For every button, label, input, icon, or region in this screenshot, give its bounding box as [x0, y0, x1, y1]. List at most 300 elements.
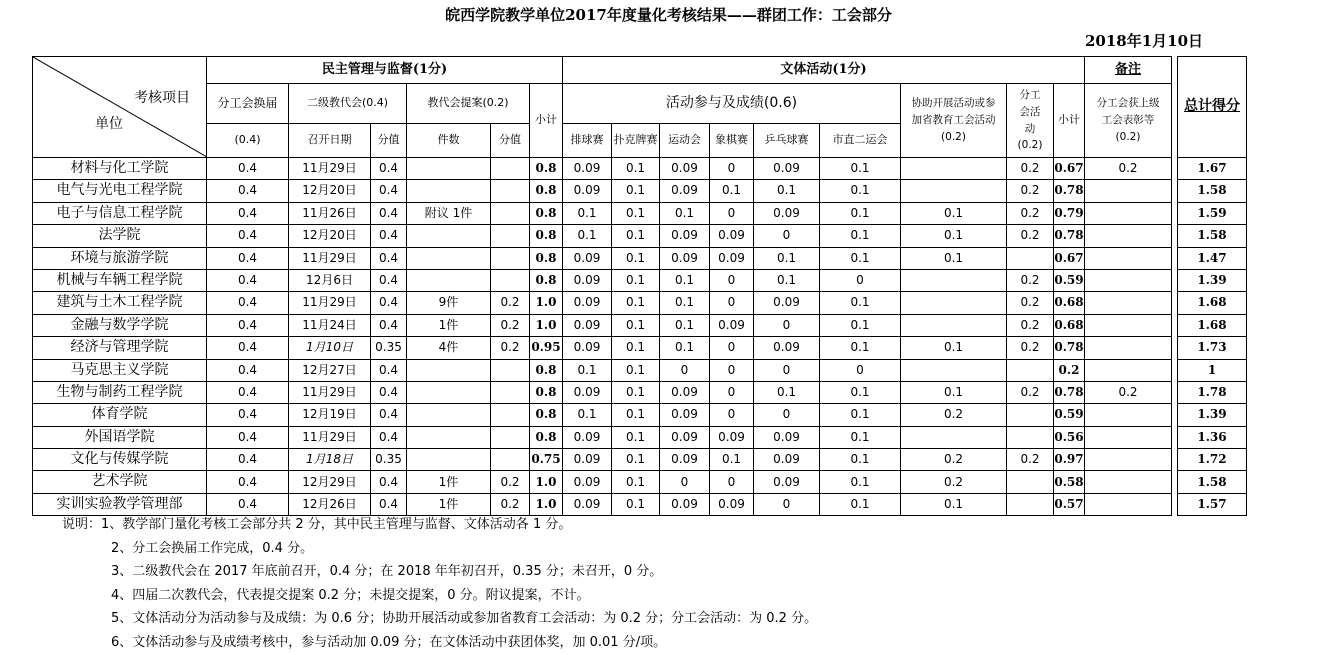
table-row	[33, 314, 1247, 336]
award-cell	[1085, 180, 1172, 202]
event-2-cell: 0.1	[612, 493, 660, 515]
event-6-cell: 0.1	[820, 426, 901, 448]
event-3-cell: 0.09	[660, 493, 710, 515]
unit-cell: 材料与化工学院	[33, 158, 207, 180]
event-6-cell: 0.1	[820, 404, 901, 426]
event-6-cell: 0.1	[820, 225, 901, 247]
event-2-cell: 0.1	[612, 381, 660, 403]
unit-cell: 艺术学院	[33, 471, 207, 493]
header-wenti: 文体活动(1分)	[563, 57, 1085, 84]
event-2-cell: 0.1	[612, 292, 660, 314]
proposal-count-cell	[407, 381, 491, 403]
note-line: 5、文体活动分为活动参与及成绩：为 0.6 分；协助开展活动或参加省教育工会活动：为 0.2 分；分工会活动：为 0.2 分。	[111, 611, 818, 627]
date-score-cell: 0.4	[371, 225, 407, 247]
event-5-cell: 0.09	[754, 471, 820, 493]
date-cell: 12月27日	[289, 359, 371, 381]
date-score-cell: 0.4	[371, 158, 407, 180]
event-5-cell: 0.09	[754, 337, 820, 359]
event-5-cell: 0.1	[754, 180, 820, 202]
branch-activity-cell: 0.2	[1007, 158, 1054, 180]
subtotal-1-cell: 0.8	[530, 404, 563, 426]
subtotal-1-cell: 0.8	[530, 426, 563, 448]
subtotal-2-cell: 0.56	[1054, 426, 1085, 448]
award-cell	[1085, 493, 1172, 515]
event-3-cell: 0.09	[660, 180, 710, 202]
event-2-cell: 0.1	[612, 225, 660, 247]
event-6-cell: 0.1	[820, 449, 901, 471]
proposal-count-cell	[407, 359, 491, 381]
event-4-cell: 0	[710, 158, 754, 180]
subtotal-1-cell: 1.0	[530, 493, 563, 515]
date-cell: 11月29日	[289, 158, 371, 180]
proposal-count-cell	[407, 180, 491, 202]
branch-activity-cell	[1007, 247, 1054, 269]
date-cell: 12月20日	[289, 180, 371, 202]
total-score-cell: 1.58	[1178, 180, 1247, 202]
subtotal-2-cell: 0.67	[1054, 158, 1085, 180]
proposal-count-cell	[407, 269, 491, 291]
event-5-cell: 0	[754, 225, 820, 247]
header-canyu: 活动参与及成绩(0.6)	[563, 84, 901, 124]
event-1-cell: 0.1	[563, 202, 612, 224]
total-score-cell: 1	[1178, 359, 1247, 381]
date-score-cell: 0.4	[371, 381, 407, 403]
event-4-cell: 0.1	[710, 180, 754, 202]
date-score-cell: 0.4	[371, 471, 407, 493]
branch-activity-cell	[1007, 359, 1054, 381]
proposal-score-cell	[491, 359, 530, 381]
proposal-score-cell: 0.2	[491, 314, 530, 336]
proposal-count-cell: 1件	[407, 314, 491, 336]
event-2-cell: 0.1	[612, 269, 660, 291]
proposal-count-cell: 附议 1件	[407, 202, 491, 224]
unit-cell: 体育学院	[33, 404, 207, 426]
proposal-count-cell	[407, 426, 491, 448]
huanjie-cell: 0.4	[207, 158, 289, 180]
header-event-4: 象棋赛	[710, 124, 754, 158]
header-corner	[33, 57, 207, 158]
total-score-cell: 1.58	[1178, 471, 1247, 493]
report-date: 2018年1月10日	[1085, 32, 1204, 50]
total-score-cell: 1.68	[1178, 314, 1247, 336]
event-2-cell: 0.1	[612, 404, 660, 426]
branch-activity-cell: 0.2	[1007, 337, 1054, 359]
event-4-cell: 0	[710, 337, 754, 359]
header-fengonghui: 分工会活动(0.2)	[1007, 84, 1054, 158]
event-1-cell: 0.09	[563, 493, 612, 515]
proposal-score-cell	[491, 158, 530, 180]
subtotal-1-cell: 0.8	[530, 269, 563, 291]
proposal-score-cell	[491, 247, 530, 269]
proposal-score-cell	[491, 180, 530, 202]
header-erji: 二级教代会(0.4)	[289, 84, 407, 124]
event-1-cell: 0.1	[563, 225, 612, 247]
branch-activity-cell: 0.2	[1007, 269, 1054, 291]
event-4-cell: 0.09	[710, 426, 754, 448]
date-score-cell: 0.4	[371, 314, 407, 336]
event-2-cell: 0.1	[612, 202, 660, 224]
huanjie-cell: 0.4	[207, 314, 289, 336]
header-event-2: 扑克牌赛	[612, 124, 660, 158]
assist-cell	[901, 180, 1007, 202]
assist-cell: 0.1	[901, 381, 1007, 403]
event-2-cell: 0.1	[612, 359, 660, 381]
subtotal-2-cell: 0.58	[1054, 471, 1085, 493]
event-1-cell: 0.09	[563, 471, 612, 493]
note-line: 2、分工会换届工作完成，0.4 分。	[111, 540, 314, 556]
event-2-cell: 0.1	[612, 314, 660, 336]
date-score-cell: 0.4	[371, 180, 407, 202]
proposal-score-cell	[491, 269, 530, 291]
date-cell: 11月29日	[289, 426, 371, 448]
header-event-3: 运动会	[660, 124, 710, 158]
table-row	[33, 269, 1247, 291]
event-6-cell: 0.1	[820, 493, 901, 515]
date-score-cell: 0.35	[371, 337, 407, 359]
subtotal-1-cell: 1.0	[530, 292, 563, 314]
assist-cell	[901, 359, 1007, 381]
event-4-cell: 0	[710, 381, 754, 403]
subtotal-1-cell: 0.75	[530, 449, 563, 471]
event-2-cell: 0.1	[612, 449, 660, 471]
subtotal-1-cell: 0.8	[530, 247, 563, 269]
header-xiezhu: 协助开展活动或参加省教育工会活动(0.2)	[901, 84, 1007, 158]
event-1-cell: 0.09	[563, 449, 612, 471]
assist-cell: 0.1	[901, 225, 1007, 247]
event-6-cell: 0.1	[820, 381, 901, 403]
total-score-cell: 1.59	[1178, 202, 1247, 224]
branch-activity-cell	[1007, 404, 1054, 426]
event-1-cell: 0.1	[563, 359, 612, 381]
assist-cell	[901, 269, 1007, 291]
event-1-cell: 0.09	[563, 180, 612, 202]
event-6-cell: 0.1	[820, 337, 901, 359]
huanjie-cell: 0.4	[207, 292, 289, 314]
proposal-score-cell: 0.2	[491, 337, 530, 359]
date-cell: 12月6日	[289, 269, 371, 291]
event-6-cell: 0.1	[820, 471, 901, 493]
subtotal-2-cell: 0.2	[1054, 359, 1085, 381]
huanjie-cell: 0.4	[207, 337, 289, 359]
assist-cell	[901, 314, 1007, 336]
results-table	[32, 56, 1247, 516]
award-cell	[1085, 247, 1172, 269]
total-score-cell: 1.39	[1178, 269, 1247, 291]
date-cell: 11月24日	[289, 314, 371, 336]
event-6-cell: 0.1	[820, 158, 901, 180]
proposal-score-cell: 0.2	[491, 292, 530, 314]
award-cell	[1085, 359, 1172, 381]
date-cell: 12月19日	[289, 404, 371, 426]
date-score-cell: 0.4	[371, 404, 407, 426]
date-cell: 11月26日	[289, 202, 371, 224]
proposal-count-cell	[407, 449, 491, 471]
subtotal-2-cell: 0.67	[1054, 247, 1085, 269]
award-cell	[1085, 449, 1172, 471]
event-6-cell: 0.1	[820, 202, 901, 224]
award-cell	[1085, 225, 1172, 247]
branch-activity-cell	[1007, 426, 1054, 448]
subtotal-1-cell: 0.8	[530, 180, 563, 202]
event-1-cell: 0.09	[563, 314, 612, 336]
header-minzhu: 民主管理与监督(1分)	[207, 57, 563, 84]
subtotal-1-cell: 0.8	[530, 202, 563, 224]
event-5-cell: 0	[754, 404, 820, 426]
proposal-score-cell	[491, 225, 530, 247]
subtotal-1-cell: 0.8	[530, 359, 563, 381]
subtotal-2-cell: 0.59	[1054, 404, 1085, 426]
huanjie-cell: 0.4	[207, 426, 289, 448]
huanjie-cell: 0.4	[207, 493, 289, 515]
table-row	[33, 158, 1247, 180]
proposal-score-cell	[491, 449, 530, 471]
event-4-cell: 0.09	[710, 225, 754, 247]
date-score-cell: 0.4	[371, 292, 407, 314]
header-tian: 教代会提案(0.2)	[407, 84, 530, 124]
unit-cell: 实训实验教学管理部	[33, 493, 207, 515]
notes	[62, 513, 817, 655]
huanjie-cell: 0.4	[207, 269, 289, 291]
proposal-count-cell: 9件	[407, 292, 491, 314]
header-jianshu: 件数	[407, 124, 491, 158]
subtotal-2-cell: 0.78	[1054, 225, 1085, 247]
event-3-cell: 0.1	[660, 314, 710, 336]
corner-item-label: 考核项目	[134, 90, 190, 106]
header-beizhu-sub: 分工会获上级工会表彰等(0.2)	[1085, 84, 1172, 158]
event-3-cell: 0.09	[660, 404, 710, 426]
note-line: 说明：1、教学部门量化考核工会部分共 2 分，其中民主管理与监督、文体活动各 1 分。	[62, 517, 572, 532]
table-row	[33, 202, 1247, 224]
event-5-cell: 0.1	[754, 269, 820, 291]
event-1-cell: 0.09	[563, 269, 612, 291]
award-cell	[1085, 426, 1172, 448]
subtotal-1-cell: 0.95	[530, 337, 563, 359]
date-score-cell: 0.4	[371, 493, 407, 515]
subtotal-1-cell: 0.8	[530, 225, 563, 247]
proposal-count-cell: 1件	[407, 493, 491, 515]
event-4-cell: 0	[710, 471, 754, 493]
unit-cell: 电子与信息工程学院	[33, 202, 207, 224]
event-4-cell: 0.09	[710, 493, 754, 515]
event-4-cell: 0	[710, 269, 754, 291]
subtotal-2-cell: 0.78	[1054, 337, 1085, 359]
subtotal-2-cell: 0.79	[1054, 202, 1085, 224]
event-3-cell: 0.1	[660, 202, 710, 224]
header-date-col: 召开日期	[289, 124, 371, 158]
date-cell: 12月29日	[289, 471, 371, 493]
header-xiaoji-2: 小计	[1054, 84, 1085, 158]
event-5-cell: 0.09	[754, 449, 820, 471]
branch-activity-cell	[1007, 471, 1054, 493]
event-3-cell: 0.09	[660, 449, 710, 471]
event-2-cell: 0.1	[612, 180, 660, 202]
event-1-cell: 0.09	[563, 158, 612, 180]
event-3-cell: 0.1	[660, 269, 710, 291]
subtotal-2-cell: 0.78	[1054, 180, 1085, 202]
subtotal-2-cell: 0.57	[1054, 493, 1085, 515]
date-cell: 1月10日	[289, 337, 371, 359]
huanjie-cell: 0.4	[207, 247, 289, 269]
proposal-count-cell	[407, 404, 491, 426]
table-row	[33, 381, 1247, 403]
date-cell: 1月18日	[289, 449, 371, 471]
table-row	[33, 404, 1247, 426]
award-cell	[1085, 337, 1172, 359]
date-cell: 12月26日	[289, 493, 371, 515]
event-4-cell: 0.09	[710, 247, 754, 269]
proposal-score-cell: 0.2	[491, 493, 530, 515]
event-4-cell: 0.09	[710, 314, 754, 336]
event-2-cell: 0.1	[612, 158, 660, 180]
event-6-cell: 0	[820, 359, 901, 381]
assist-cell	[901, 292, 1007, 314]
date-score-cell: 0.4	[371, 247, 407, 269]
table-row	[33, 180, 1247, 202]
huanjie-cell: 0.4	[207, 180, 289, 202]
event-4-cell: 0.1	[710, 449, 754, 471]
note-line: 3、二级教代会在 2017 年底前召开，0.4 分；在 2018 年年初召开，0.35 分；未召开，0 分。	[111, 564, 663, 580]
event-5-cell: 0.09	[754, 202, 820, 224]
event-3-cell: 0.09	[660, 225, 710, 247]
branch-activity-cell: 0.2	[1007, 225, 1054, 247]
header-fenzhi-1: 分值	[371, 124, 407, 158]
total-score-cell: 1.58	[1178, 225, 1247, 247]
award-cell	[1085, 314, 1172, 336]
award-cell: 0.2	[1085, 158, 1172, 180]
header-fenzhi-2: 分值	[491, 124, 530, 158]
subtotal-2-cell: 0.97	[1054, 449, 1085, 471]
proposal-score-cell	[491, 404, 530, 426]
proposal-count-cell	[407, 247, 491, 269]
proposal-count-cell: 1件	[407, 471, 491, 493]
event-3-cell: 0	[660, 471, 710, 493]
event-1-cell: 0.09	[563, 292, 612, 314]
assist-cell: 0.1	[901, 247, 1007, 269]
award-cell	[1085, 202, 1172, 224]
event-1-cell: 0.1	[563, 404, 612, 426]
assist-cell: 0.1	[901, 493, 1007, 515]
date-score-cell: 0.4	[371, 269, 407, 291]
subtotal-2-cell: 0.68	[1054, 292, 1085, 314]
event-4-cell: 0	[710, 202, 754, 224]
corner-diagonal	[33, 57, 207, 157]
date-score-cell: 0.4	[371, 426, 407, 448]
award-cell	[1085, 404, 1172, 426]
branch-activity-cell: 0.2	[1007, 202, 1054, 224]
subtotal-1-cell: 1.0	[530, 314, 563, 336]
award-cell	[1085, 471, 1172, 493]
event-2-cell: 0.1	[612, 247, 660, 269]
branch-activity-cell: 0.2	[1007, 314, 1054, 336]
event-3-cell: 0.09	[660, 426, 710, 448]
event-5-cell: 0.1	[754, 381, 820, 403]
date-cell: 11月29日	[289, 381, 371, 403]
event-4-cell: 0	[710, 404, 754, 426]
event-6-cell: 0.1	[820, 180, 901, 202]
huanjie-cell: 0.4	[207, 471, 289, 493]
subtotal-1-cell: 0.8	[530, 381, 563, 403]
proposal-count-cell	[407, 225, 491, 247]
event-1-cell: 0.09	[563, 337, 612, 359]
proposal-score-cell	[491, 381, 530, 403]
unit-cell: 金融与数学学院	[33, 314, 207, 336]
header-event-1: 排球赛	[563, 124, 612, 158]
unit-cell: 建筑与土木工程学院	[33, 292, 207, 314]
header-xiaoji-1: 小计	[530, 84, 563, 158]
award-cell	[1085, 269, 1172, 291]
total-score-cell: 1.73	[1178, 337, 1247, 359]
table-row	[33, 449, 1247, 471]
subtotal-2-cell: 0.78	[1054, 381, 1085, 403]
subtotal-2-cell: 0.59	[1054, 269, 1085, 291]
table-row	[33, 292, 1247, 314]
total-score-cell: 1.39	[1178, 404, 1247, 426]
table-row	[33, 225, 1247, 247]
date-score-cell: 0.35	[371, 449, 407, 471]
assist-cell: 0.2	[901, 449, 1007, 471]
branch-activity-cell: 0.2	[1007, 292, 1054, 314]
proposal-count-cell: 4件	[407, 337, 491, 359]
event-2-cell: 0.1	[612, 471, 660, 493]
branch-activity-cell: 0.2	[1007, 449, 1054, 471]
unit-cell: 电气与光电工程学院	[33, 180, 207, 202]
note-line: 6、文体活动参与及成绩考核中，参与活动加 0.09 分；在文体活动中获团体奖，加 0.01 分/项。	[111, 634, 667, 650]
branch-activity-cell: 0.2	[1007, 180, 1054, 202]
huanjie-cell: 0.4	[207, 449, 289, 471]
total-score-cell: 1.72	[1178, 449, 1247, 471]
proposal-score-cell	[491, 426, 530, 448]
event-4-cell: 0	[710, 359, 754, 381]
unit-cell: 生物与制药工程学院	[33, 381, 207, 403]
subtotal-2-cell: 0.68	[1054, 314, 1085, 336]
subtotal-1-cell: 0.8	[530, 158, 563, 180]
award-cell	[1085, 292, 1172, 314]
page-title: 皖西学院教学单位2017年度量化考核结果——群团工作：工会部分	[445, 6, 892, 24]
total-score-cell: 1.68	[1178, 292, 1247, 314]
event-5-cell: 0	[754, 359, 820, 381]
table-row	[33, 426, 1247, 448]
event-6-cell: 0.1	[820, 292, 901, 314]
assist-cell	[901, 426, 1007, 448]
event-5-cell: 0.09	[754, 292, 820, 314]
branch-activity-cell: 0.2	[1007, 381, 1054, 403]
event-1-cell: 0.09	[563, 426, 612, 448]
proposal-score-cell	[491, 202, 530, 224]
header-huanjie-score: (0.4)	[207, 124, 289, 158]
event-3-cell: 0.09	[660, 158, 710, 180]
event-5-cell: 0	[754, 493, 820, 515]
unit-cell: 法学院	[33, 225, 207, 247]
assist-cell: 0.2	[901, 404, 1007, 426]
unit-cell: 经济与管理学院	[33, 337, 207, 359]
event-6-cell: 0.1	[820, 247, 901, 269]
unit-cell: 文化与传媒学院	[33, 449, 207, 471]
total-score-cell: 1.78	[1178, 381, 1247, 403]
note-line: 4、四届二次教代会，代表提交提案 0.2 分；未提交提案，0 分。附议提案，不计。	[111, 587, 590, 603]
event-2-cell: 0.1	[612, 337, 660, 359]
date-cell: 12月20日	[289, 225, 371, 247]
event-5-cell: 0.1	[754, 247, 820, 269]
total-score-cell: 1.47	[1178, 247, 1247, 269]
unit-cell: 机械与车辆工程学院	[33, 269, 207, 291]
event-3-cell: 0.09	[660, 247, 710, 269]
event-6-cell: 0	[820, 269, 901, 291]
event-5-cell: 0.09	[754, 158, 820, 180]
proposal-score-cell: 0.2	[491, 471, 530, 493]
huanjie-cell: 0.4	[207, 381, 289, 403]
table-row	[33, 359, 1247, 381]
corner-unit-label: 单位	[95, 116, 123, 132]
